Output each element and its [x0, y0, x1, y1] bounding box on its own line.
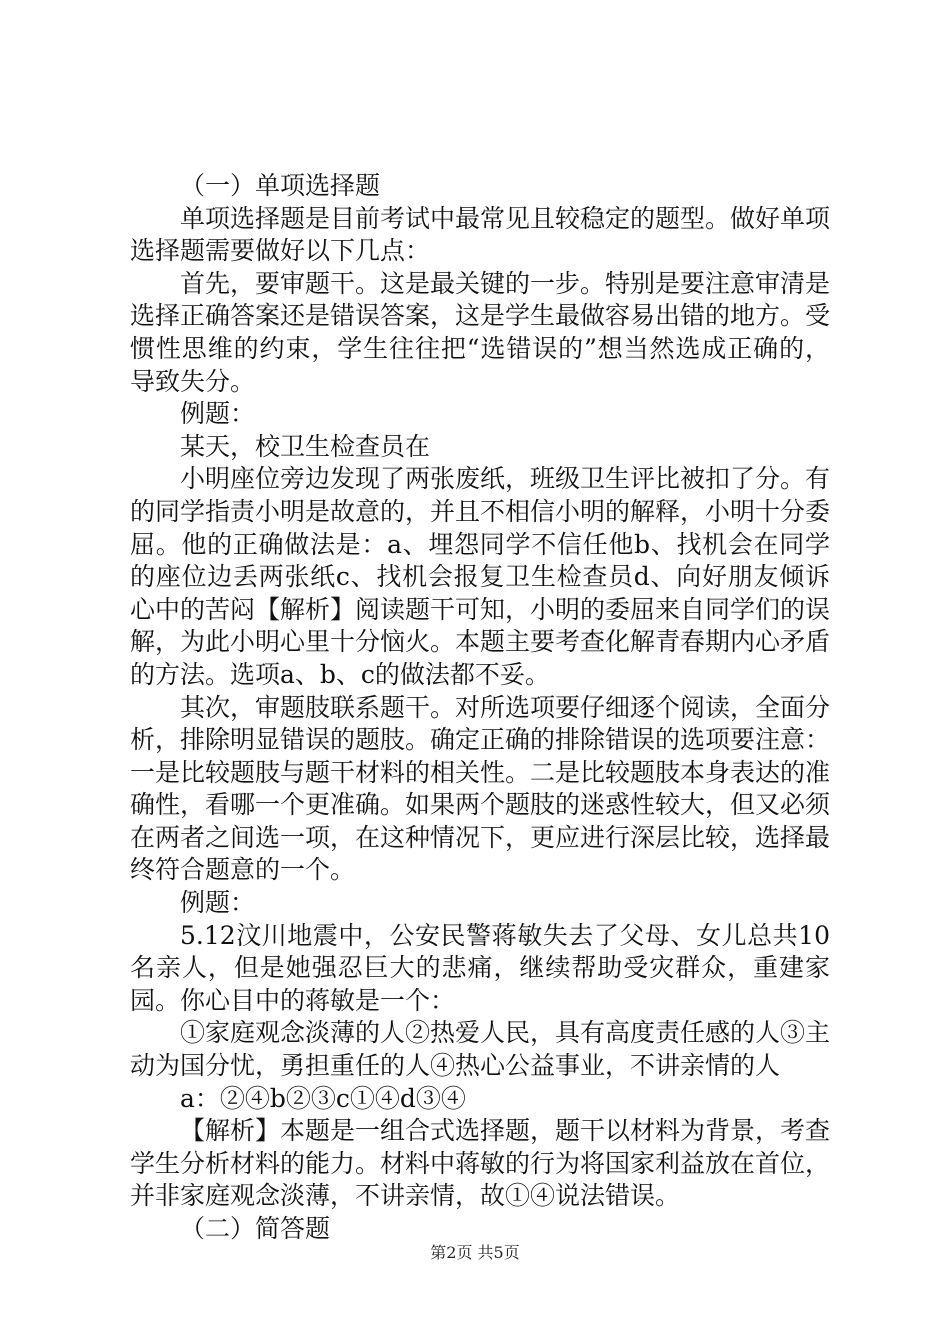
paragraph-second-point: 其次，审题肢联系题干。对所选项要仔细逐个阅读，全面分析，排除明显错误的题肢。确定正确的排除错误的选项要注意：一是比较题肢与题干材料的相关性。二是比较题肢本身表达的准确性，看哪一个更准确。如果两个题肢的迷惑性较大，但又必须在两者之间选一项，在这种情况下，更应进行深层比较，选择最终符合题意的一个。 [130, 692, 831, 885]
paragraph-example-1-body: 小明座位旁边发现了两张废纸，班级卫生评比被扣了分。有的同学指责小明是故意的，并且不相信小明的解释，小明十分委屈。他的正确做法是：a、埋怨同学不信任他b、找机会在同学的座位边丢两张纸c、找机会报复卫生检查员d、向好朋友倾诉心中的苦闷【解析】阅读题干可知，小明的委屈来自同学们的误解，为此小明心里十分恼火。本题主要考查化解青春期内心矛盾的方法。选项a、b、c的做法都不妥。 [130, 464, 831, 689]
document-body [130, 170, 830, 1246]
section-heading-short-answer: （二）简答题 [180, 1214, 331, 1243]
paragraph-example-2-analysis: 【解析】本题是一组合式选择题，题干以材料为背景，考查学生分析材料的能力。材料中蒋敏的行为将国家利益放在首位，并非家庭观念淡薄，不讲亲情，故①④说法错误。 [130, 1116, 831, 1211]
example-label: 例题： [180, 888, 256, 918]
example-label: 例题： [180, 399, 256, 429]
paragraph-example-2-options: ①家庭观念淡薄的人②热爱人民，具有高度责任感的人③主动为国分忧，勇担重任的人④热心公益事业，不讲亲情的人 [130, 1018, 831, 1081]
paragraph-example-2-stem: 5.12汶川地震中，公安民警蒋敏失去了父母、女儿总共10名亲人，但是她强忍巨大的悲痛，继续帮助受灾群众，重建家园。你心目中的蒋敏是一个： [130, 920, 830, 1015]
paragraph-example-1-start: 某天，校卫生检查员在 [180, 431, 431, 461]
page-number-footer: 第2页 共5页 [430, 1243, 520, 1262]
section-heading-single-choice: （一）单项选择题 [180, 171, 381, 200]
paragraph-intro: 单项选择题是目前考试中最常见且较稳定的题型。做好单项选择题需要做好以下几点： [130, 203, 831, 266]
paragraph-first-point: 首先，要审题干。这是最关键的一步。特别是要注意审清是选择正确答案还是错误答案，这是学生最做容易出错的地方。受惯性思维的约束，学生往往把“选错误的”想当然选成正确的，导致失分。 [130, 268, 831, 396]
paragraph-example-2-answers: a：②④b②③c①④d③④ [180, 1083, 466, 1113]
